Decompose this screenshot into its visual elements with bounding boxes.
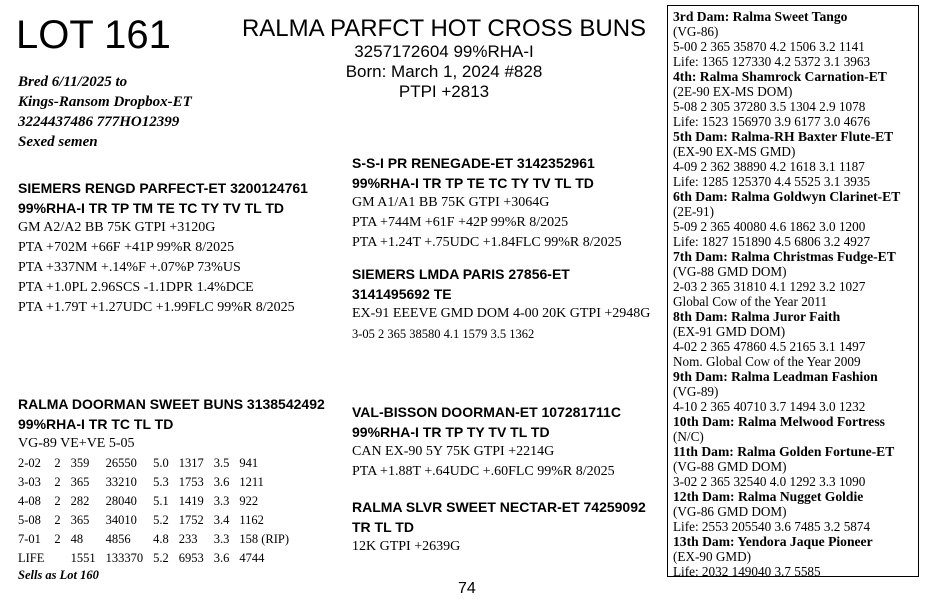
maternal-granddam-traits: TR TL TD <box>352 519 414 535</box>
animal-birth-date: Born: March 1, 2024 #828 <box>345 62 543 81</box>
sire-detail: PTA +337NM +.14%F +.07%P 73%US <box>18 260 241 275</box>
animal-name: RALMA PARFCT HOT CROSS BUNS <box>241 15 647 42</box>
dam-entry-line: (EX-90 EX-MS GMD) <box>673 144 796 159</box>
paternal-grandsire-detail: PTA +744M +61F +42P 99%R 8/2025 <box>352 215 569 230</box>
dam-entry-line: Life: 1523 156970 3.9 6177 3.0 4676 <box>673 114 871 129</box>
maternal-grandsire-block <box>352 402 621 482</box>
dam-entry-name: 5th Dam: Ralma-RH Baxter Flute-ET <box>673 129 894 144</box>
dam-entry <box>673 489 918 534</box>
dam-entry-name: 10th Dam: Ralma Melwood Fortress <box>673 414 885 429</box>
maternal-granddam-name: RALMA SLVR SWEET NECTAR-ET 74259092 <box>352 499 646 515</box>
dam-sale-note: Sells as Lot 160 <box>18 568 99 582</box>
dam-entry-line: Nom. Global Cow of the Year 2009 <box>673 354 861 369</box>
sire-detail: PTA +1.79T +1.27UDC +1.99FLC 99%R 8/2025 <box>18 300 295 315</box>
dam-entry-name: 7th Dam: Ralma Christmas Fudge-ET <box>673 249 896 264</box>
maternal-granddam-block <box>352 497 646 557</box>
dam-entry <box>673 414 918 444</box>
dam-entry-line: (2E-91) <box>673 204 715 219</box>
animal-registration: 3257172604 99%RHA-I <box>354 42 534 61</box>
dam-family-box <box>667 5 919 577</box>
paternal-granddam-detail: EX-91 EEEVE GMD DOM 4-00 20K GTPI +2948G <box>352 306 651 321</box>
dam-entry-name: 8th Dam: Ralma Juror Faith <box>673 309 841 324</box>
table-row: 4-08 2 282 28040 5.1 1419 3.3 922 <box>18 494 259 508</box>
dam-entry-line: Life: 1365 127330 4.2 5372 3.1 3963 <box>673 54 871 69</box>
dam-entry-line: (N/C) <box>673 429 704 444</box>
dam-entry <box>673 444 918 489</box>
dam-entry <box>673 369 918 414</box>
dam-entry-line: (EX-91 GMD DOM) <box>673 324 786 339</box>
dam-entry-line: Global Cow of the Year 2011 <box>673 294 828 309</box>
table-row: 7-01 2 48 4856 4.8 233 3.3 158 (RIP) <box>18 532 290 546</box>
dam-entry-line: 5-00 2 365 35870 4.2 1506 3.2 1141 <box>673 39 865 54</box>
dam-entry <box>673 129 918 189</box>
dam-entry-name: 9th Dam: Ralma Leadman Fashion <box>673 369 878 384</box>
paternal-granddam-reg: 3141495692 TE <box>352 286 452 302</box>
dam-entry-line: Life: 2032 149040 3.7 5585 <box>673 564 821 577</box>
maternal-granddam-detail: 12K GTPI +2639G <box>352 539 461 554</box>
paternal-granddam-name: SIEMERS LMDA PARIS 27856-ET <box>352 266 570 282</box>
dam-entry-line: (EX-90 GMD) <box>673 549 752 564</box>
dam-entry-line: 2-03 2 365 31810 4.1 1292 3.2 1027 <box>673 279 866 294</box>
dam-entry-line: Life: 1285 125370 4.4 5525 3.1 3935 <box>673 174 871 189</box>
paternal-grandsire-detail: PTA +1.24T +.75UDC +1.84FLC 99%R 8/2025 <box>352 235 622 250</box>
dam-entry-line: 5-09 2 365 40080 4.6 1862 3.0 1200 <box>673 219 866 234</box>
bred-line: 3224437486 777HO12399 <box>18 114 180 130</box>
dam-entry <box>673 189 918 249</box>
dam-entry-line: 4-10 2 365 40710 3.7 1494 3.0 1232 <box>673 399 866 414</box>
paternal-grandsire-name: S-S-I PR RENEGADE-ET 3142352961 <box>352 155 595 171</box>
dam-entry <box>673 69 918 129</box>
sire-detail: PTA +702M +66F +41P 99%R 8/2025 <box>18 240 235 255</box>
dam-entry-line: 3-02 2 365 32540 4.0 1292 3.3 1090 <box>673 474 866 489</box>
dam-entry-line: (VG-88 GMD DOM) <box>673 459 787 474</box>
table-row: 5-08 2 365 34010 5.2 1752 3.4 1162 <box>18 513 264 527</box>
dam-entry-line: 4-02 2 365 47860 4.5 2165 3.1 1497 <box>673 339 866 354</box>
sire-block <box>18 178 308 318</box>
table-row: LIFE 1551 133370 5.2 6953 3.6 4744 <box>18 551 265 565</box>
paternal-grandsire-traits: 99%RHA-I TR TP TE TC TY TV TL TD <box>352 175 594 191</box>
dam-name: RALMA DOORMAN SWEET BUNS 3138542492 <box>18 396 325 412</box>
maternal-grandsire-name: VAL-BISSON DOORMAN-ET 107281711C <box>352 404 621 420</box>
sire-name: SIEMERS RENGD PARFECT-ET 3200124761 <box>18 180 308 196</box>
dam-entry-name: 12th Dam: Ralma Nugget Goldie <box>673 489 864 504</box>
paternal-grandsire-detail: GM A1/A1 BB 75K GTPI +3064G <box>352 195 550 210</box>
maternal-grandsire-detail: PTA +1.88T +.64UDC +.60FLC 99%R 8/2025 <box>352 464 615 479</box>
paternal-grandsire-block <box>352 153 622 253</box>
paternal-granddam-block <box>352 264 650 344</box>
paternal-granddam-record: 3-05 2 365 38580 4.1 1579 3.5 1362 <box>352 327 535 341</box>
maternal-grandsire-detail: CAN EX-90 5Y 75K GTPI +2214G <box>352 444 555 459</box>
dam-records-table <box>18 454 299 568</box>
dam-entry-line: (2E-90 EX-MS DOM) <box>673 84 793 99</box>
dam-entry-line: (VG-89) <box>673 384 719 399</box>
dam-entry-name: 13th Dam: Yendora Jaque Pioneer <box>673 534 873 549</box>
animal-ptpi: PTPI +2813 <box>398 82 490 101</box>
dam-entry <box>673 534 918 577</box>
dam-entry-name: 4th: Ralma Shamrock Carnation-ET <box>673 69 887 84</box>
sire-detail: GM A2/A2 BB 75K GTPI +3120G <box>18 220 216 235</box>
dam-entry-line: Life: 2553 205540 3.6 7485 3.2 5874 <box>673 519 871 534</box>
dam-traits: 99%RHA-I TR TC TL TD <box>18 416 174 432</box>
sire-detail: PTA +1.0PL 2.96SCS -1.1DPR 1.4%DCE <box>18 280 254 295</box>
dam-entry-name: 3rd Dam: Ralma Sweet Tango <box>673 9 848 24</box>
dam-entry-line: (VG-88 GMD DOM) <box>673 264 787 279</box>
dam-entry-name: 11th Dam: Ralma Golden Fortune-ET <box>673 444 895 459</box>
dam-entry-line: 4-09 2 362 38890 4.2 1618 3.1 1187 <box>673 159 865 174</box>
breeding-info <box>18 72 192 152</box>
dam-entry <box>673 9 918 69</box>
dam-entry-name: 6th Dam: Ralma Goldwyn Clarinet-ET <box>673 189 901 204</box>
table-row: 2-02 2 359 26550 5.0 1317 3.5 941 <box>18 456 259 470</box>
dam-entry <box>673 309 918 369</box>
dam-entry <box>673 249 918 309</box>
dam-classification: VG-89 VE+VE 5-05 <box>18 436 135 451</box>
dam-entry-line: Life: 1827 151890 4.5 6806 3.2 4927 <box>673 234 871 249</box>
table-row: 3-03 2 365 33210 5.3 1753 3.6 1211 <box>18 475 264 489</box>
sire-traits: 99%RHA-I TR TP TM TE TC TY TV TL TD <box>18 200 285 216</box>
dam-entry-line: (VG-86 GMD DOM) <box>673 504 787 519</box>
bred-line: Kings-Ransom Dropbox-ET <box>18 94 192 110</box>
dam-entry-line: 5-08 2 305 37280 3.5 1304 2.9 1078 <box>673 99 866 114</box>
maternal-grandsire-traits: 99%RHA-I TR TP TY TV TL TD <box>352 424 550 440</box>
dam-block <box>18 394 325 583</box>
page-number: 74 <box>458 580 476 597</box>
bred-line: Sexed semen <box>18 134 98 150</box>
bred-line: Bred 6/11/2025 to <box>18 74 128 90</box>
dam-entry-line: (VG-86) <box>673 24 719 39</box>
lot-number: LOT 161 <box>16 13 171 57</box>
